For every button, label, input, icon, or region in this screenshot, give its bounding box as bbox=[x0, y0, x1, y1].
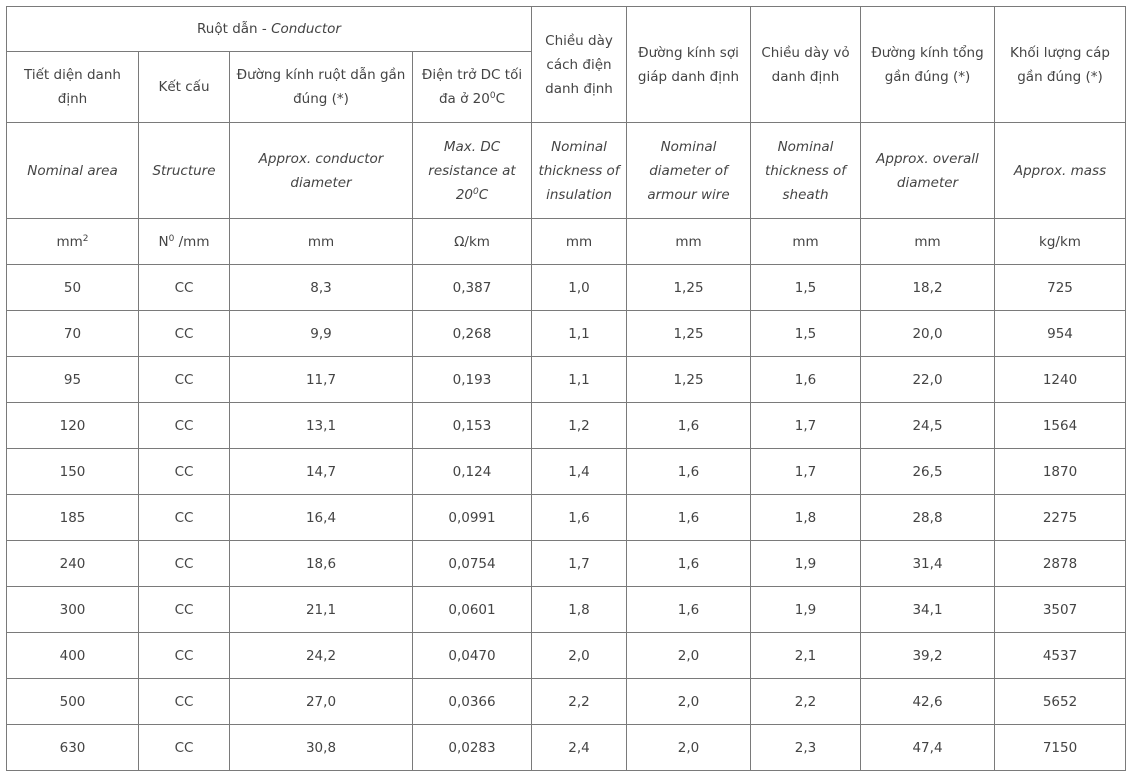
cell-armour: 2,0 bbox=[627, 679, 751, 725]
cell-mass: 725 bbox=[995, 265, 1126, 311]
cell-armour: 1,25 bbox=[627, 311, 751, 357]
cell-mass: 3507 bbox=[995, 587, 1126, 633]
cell-area: 400 bbox=[7, 633, 139, 679]
table-row bbox=[7, 633, 1126, 679]
unit-armour: mm bbox=[627, 219, 751, 265]
cell-overall: 26,5 bbox=[861, 449, 995, 495]
cell-resistance: 0,153 bbox=[413, 403, 532, 449]
col-resistance-en bbox=[413, 123, 532, 219]
cell-mass: 2275 bbox=[995, 495, 1126, 541]
cell-structure: CC bbox=[139, 541, 230, 587]
table-row bbox=[7, 495, 1126, 541]
units-row bbox=[7, 219, 1126, 265]
cell-sheath: 1,9 bbox=[751, 587, 861, 633]
table-row bbox=[7, 311, 1126, 357]
col-structure-vi: Kết cấu bbox=[139, 52, 230, 123]
cell-conductor-diameter: 13,1 bbox=[230, 403, 413, 449]
cell-resistance: 0,0601 bbox=[413, 587, 532, 633]
cell-area: 630 bbox=[7, 725, 139, 771]
cell-area: 185 bbox=[7, 495, 139, 541]
cell-armour: 2,0 bbox=[627, 633, 751, 679]
unit-structure-base: N bbox=[158, 233, 169, 250]
table-row bbox=[7, 541, 1126, 587]
cell-overall: 34,1 bbox=[861, 587, 995, 633]
cell-insulation: 2,0 bbox=[532, 633, 627, 679]
col-area-vi: Tiết diện danh định bbox=[7, 52, 139, 123]
cell-mass: 1870 bbox=[995, 449, 1126, 495]
cell-resistance: 0,124 bbox=[413, 449, 532, 495]
unit-area-sup: 2 bbox=[82, 233, 89, 244]
col-conductor-diameter-vi: Đường kính ruột dẫn gần đúng (*) bbox=[230, 52, 413, 123]
col-mass-en: Approx. mass bbox=[995, 123, 1126, 219]
col-resistance-vi-sup: 0 bbox=[489, 91, 496, 101]
col-armour-vi: Đường kính sợi giáp danh định bbox=[627, 7, 751, 123]
cell-overall: 47,4 bbox=[861, 725, 995, 771]
cell-sheath: 2,3 bbox=[751, 725, 861, 771]
cell-overall: 18,2 bbox=[861, 265, 995, 311]
col-resistance-en-sup: 0 bbox=[473, 186, 479, 197]
unit-overall: mm bbox=[861, 219, 995, 265]
conductor-group-label-en: Conductor bbox=[271, 21, 341, 37]
col-resistance-vi bbox=[413, 52, 532, 123]
cell-insulation: 1,7 bbox=[532, 541, 627, 587]
unit-structure-suffix: /mm bbox=[174, 233, 210, 250]
unit-conductor-diameter: mm bbox=[230, 219, 413, 265]
cell-structure: CC bbox=[139, 587, 230, 633]
cell-sheath: 1,5 bbox=[751, 311, 861, 357]
cell-insulation: 1,1 bbox=[532, 311, 627, 357]
conductor-group-label-vi: Ruột dẫn - bbox=[197, 21, 272, 37]
unit-structure-sup: 0 bbox=[168, 233, 175, 244]
cell-overall: 24,5 bbox=[861, 403, 995, 449]
col-resistance-en-suffix: C bbox=[478, 186, 489, 203]
cell-resistance: 0,193 bbox=[413, 357, 532, 403]
cell-structure: CC bbox=[139, 633, 230, 679]
col-overall-vi: Đường kính tổng gần đúng (*) bbox=[861, 7, 995, 123]
cell-sheath: 1,9 bbox=[751, 541, 861, 587]
cell-insulation: 1,6 bbox=[532, 495, 627, 541]
cell-conductor-diameter: 14,7 bbox=[230, 449, 413, 495]
table-row bbox=[7, 403, 1126, 449]
cell-sheath: 1,6 bbox=[751, 357, 861, 403]
cell-sheath: 1,7 bbox=[751, 403, 861, 449]
cell-overall: 42,6 bbox=[861, 679, 995, 725]
cell-insulation: 1,2 bbox=[532, 403, 627, 449]
col-area-en: Nominal area bbox=[7, 123, 139, 219]
table-row bbox=[7, 449, 1126, 495]
cell-overall: 22,0 bbox=[861, 357, 995, 403]
cell-mass: 4537 bbox=[995, 633, 1126, 679]
header-row-group bbox=[7, 7, 1126, 52]
col-sheath-vi: Chiều dày vỏ danh định bbox=[751, 7, 861, 123]
cell-conductor-diameter: 18,6 bbox=[230, 541, 413, 587]
cell-armour: 1,6 bbox=[627, 495, 751, 541]
cell-mass: 2878 bbox=[995, 541, 1126, 587]
cell-conductor-diameter: 9,9 bbox=[230, 311, 413, 357]
cell-conductor-diameter: 8,3 bbox=[230, 265, 413, 311]
unit-area bbox=[7, 219, 139, 265]
cell-armour: 1,25 bbox=[627, 357, 751, 403]
cell-overall: 28,8 bbox=[861, 495, 995, 541]
cell-structure: CC bbox=[139, 265, 230, 311]
cell-area: 150 bbox=[7, 449, 139, 495]
col-sheath-en: Nominal thickness of sheath bbox=[751, 123, 861, 219]
cell-resistance: 0,0991 bbox=[413, 495, 532, 541]
col-resistance-vi-suffix: C bbox=[495, 91, 506, 107]
cell-armour: 2,0 bbox=[627, 725, 751, 771]
cell-area: 70 bbox=[7, 311, 139, 357]
cell-mass: 1564 bbox=[995, 403, 1126, 449]
table-row bbox=[7, 587, 1126, 633]
col-armour-en: Nominal diameter of armour wire bbox=[627, 123, 751, 219]
cell-structure: CC bbox=[139, 725, 230, 771]
col-insulation-vi: Chiều dày cách điện danh định bbox=[532, 7, 627, 123]
cell-area: 95 bbox=[7, 357, 139, 403]
conductor-group-header bbox=[7, 7, 532, 52]
col-conductor-diameter-en: Approx. conductor diameter bbox=[230, 123, 413, 219]
cell-insulation: 1,1 bbox=[532, 357, 627, 403]
unit-insulation: mm bbox=[532, 219, 627, 265]
cell-armour: 1,6 bbox=[627, 403, 751, 449]
cell-sheath: 2,2 bbox=[751, 679, 861, 725]
cell-area: 300 bbox=[7, 587, 139, 633]
cell-resistance: 0,0470 bbox=[413, 633, 532, 679]
cell-overall: 20,0 bbox=[861, 311, 995, 357]
cell-area: 120 bbox=[7, 403, 139, 449]
cell-mass: 954 bbox=[995, 311, 1126, 357]
cell-insulation: 1,8 bbox=[532, 587, 627, 633]
cell-insulation: 1,4 bbox=[532, 449, 627, 495]
cell-armour: 1,6 bbox=[627, 587, 751, 633]
cell-structure: CC bbox=[139, 403, 230, 449]
header-row-en bbox=[7, 123, 1126, 219]
table-row bbox=[7, 725, 1126, 771]
cell-sheath: 1,8 bbox=[751, 495, 861, 541]
col-resistance-vi-text: Điện trở DC tối đa ở 20 bbox=[421, 67, 523, 107]
unit-mass: kg/km bbox=[995, 219, 1126, 265]
cell-conductor-diameter: 24,2 bbox=[230, 633, 413, 679]
cell-resistance: 0,0283 bbox=[413, 725, 532, 771]
cell-resistance: 0,268 bbox=[413, 311, 532, 357]
unit-resistance: Ω/km bbox=[413, 219, 532, 265]
cell-structure: CC bbox=[139, 357, 230, 403]
cell-resistance: 0,0366 bbox=[413, 679, 532, 725]
col-overall-en: Approx. overall diameter bbox=[861, 123, 995, 219]
cell-area: 500 bbox=[7, 679, 139, 725]
cell-conductor-diameter: 16,4 bbox=[230, 495, 413, 541]
unit-area-base: mm bbox=[56, 233, 83, 250]
col-structure-en: Structure bbox=[139, 123, 230, 219]
cell-conductor-diameter: 11,7 bbox=[230, 357, 413, 403]
col-insulation-en: Nominal thickness of insulation bbox=[532, 123, 627, 219]
cell-conductor-diameter: 21,1 bbox=[230, 587, 413, 633]
cell-overall: 39,2 bbox=[861, 633, 995, 679]
col-resistance-en-text: Max. DC resistance at 20 bbox=[428, 138, 516, 203]
cell-armour: 1,25 bbox=[627, 265, 751, 311]
col-mass-vi: Khối lượng cáp gần đúng (*) bbox=[995, 7, 1126, 123]
cell-overall: 31,4 bbox=[861, 541, 995, 587]
cell-area: 50 bbox=[7, 265, 139, 311]
cell-conductor-diameter: 27,0 bbox=[230, 679, 413, 725]
cell-sheath: 2,1 bbox=[751, 633, 861, 679]
cell-structure: CC bbox=[139, 449, 230, 495]
table-row bbox=[7, 265, 1126, 311]
cell-resistance: 0,387 bbox=[413, 265, 532, 311]
cell-armour: 1,6 bbox=[627, 541, 751, 587]
unit-sheath: mm bbox=[751, 219, 861, 265]
cell-armour: 1,6 bbox=[627, 449, 751, 495]
cell-insulation: 2,4 bbox=[532, 725, 627, 771]
cell-mass: 5652 bbox=[995, 679, 1126, 725]
cell-insulation: 2,2 bbox=[532, 679, 627, 725]
cell-structure: CC bbox=[139, 311, 230, 357]
cell-sheath: 1,5 bbox=[751, 265, 861, 311]
cell-area: 240 bbox=[7, 541, 139, 587]
cell-resistance: 0,0754 bbox=[413, 541, 532, 587]
cell-mass: 7150 bbox=[995, 725, 1126, 771]
cable-spec-table bbox=[6, 6, 1126, 771]
cell-structure: CC bbox=[139, 495, 230, 541]
cell-sheath: 1,7 bbox=[751, 449, 861, 495]
table-row bbox=[7, 679, 1126, 725]
cell-structure: CC bbox=[139, 679, 230, 725]
table-row bbox=[7, 357, 1126, 403]
unit-structure bbox=[139, 219, 230, 265]
cell-conductor-diameter: 30,8 bbox=[230, 725, 413, 771]
cell-mass: 1240 bbox=[995, 357, 1126, 403]
cell-insulation: 1,0 bbox=[532, 265, 627, 311]
